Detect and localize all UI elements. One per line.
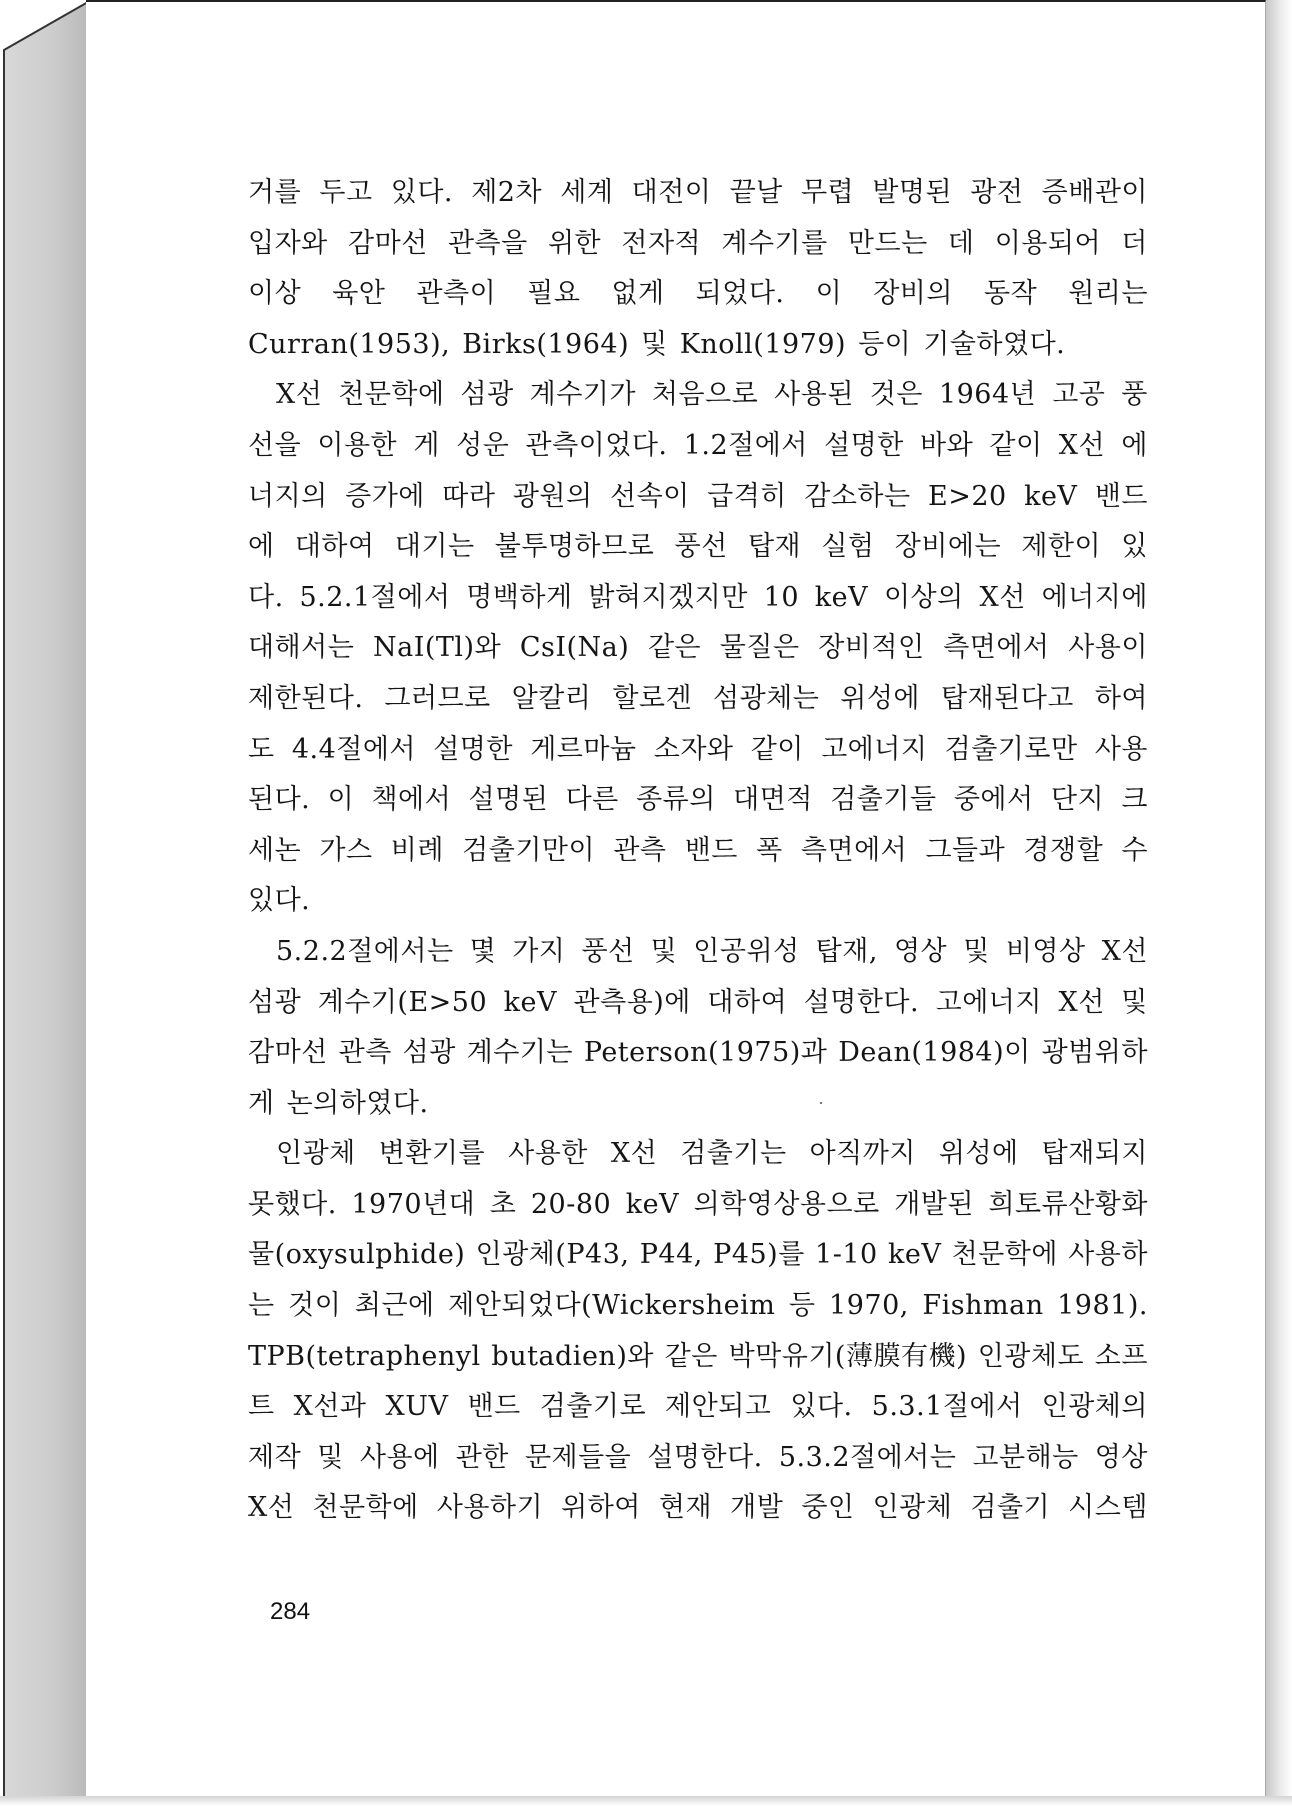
text-word: 검출기는: [680, 1138, 787, 1170]
text-word: 인광체(P43,: [475, 1239, 630, 1271]
text-word: 대하여: [707, 986, 788, 1018]
text-word: 크: [1121, 784, 1148, 816]
text-word: 1-10: [815, 1239, 878, 1271]
text-word: X선: [1101, 935, 1148, 967]
text-line: [248, 927, 1148, 978]
text-word: 풍선: [581, 935, 635, 967]
text-word: 풍선: [674, 531, 728, 563]
text-word: 영상: [1094, 1441, 1148, 1473]
text-word: 문제들을: [524, 1441, 632, 1473]
text-line: [248, 219, 1148, 270]
text-word: 따라: [442, 480, 496, 512]
text-word: 같이: [989, 429, 1043, 461]
text-word: 선을: [248, 429, 302, 461]
text-word: 불투명하므로: [494, 531, 655, 563]
text-word: 등이: [858, 328, 912, 360]
text-word: 1981).: [1057, 1290, 1148, 1322]
text-word: 제2차: [471, 177, 543, 208]
text-word: 탑재된다고: [940, 682, 1074, 714]
text-word: 설명한: [824, 429, 904, 461]
text-word: 입자와: [248, 227, 328, 259]
text-word: 제작: [248, 1441, 302, 1473]
text-word: X선: [1058, 986, 1105, 1018]
text-word: 밝혀지겠지만: [588, 581, 748, 613]
text-word: 인광체: [872, 1492, 953, 1524]
text-line: [248, 573, 1148, 624]
text-word: 그러므로: [384, 682, 491, 714]
text-word: 인공위성: [693, 935, 800, 967]
text-word: 최근에: [354, 1290, 435, 1322]
text-word: 관측이: [416, 278, 497, 310]
text-word: Curran(1953),: [248, 328, 451, 360]
text-word: butadien)와: [491, 1340, 654, 1372]
text-line: [248, 826, 1148, 877]
text-word: 관측이었다.: [525, 429, 668, 461]
text-word: 있: [1121, 531, 1148, 563]
text-word: 1964년: [938, 379, 1037, 411]
text-word: 증가에: [345, 480, 425, 512]
text-word: 감마선: [248, 1037, 328, 1069]
text-word: X선: [1058, 429, 1106, 461]
text-word: X선: [248, 1492, 295, 1524]
text-word: 관측: [613, 834, 667, 866]
text-word: 만드는: [847, 227, 928, 259]
text-word: 관측을: [447, 227, 528, 259]
text-word: 두고: [319, 177, 373, 208]
text-word: 발명된: [872, 177, 953, 208]
text-word: 있다.: [790, 1391, 853, 1423]
text-line: [248, 1483, 1148, 1534]
text-word: 무렵: [800, 177, 855, 208]
text-word: 대기는: [394, 531, 475, 563]
text-word: 도: [248, 733, 275, 765]
text-word: 더: [1121, 227, 1148, 259]
text-word: X선: [610, 1138, 658, 1170]
text-word: 5.2.1절에서: [299, 581, 451, 613]
text-word: 는: [248, 1290, 275, 1322]
text-word: Birks(1964): [462, 328, 630, 360]
text-word: 세계: [560, 177, 614, 208]
text-word: 탑재,: [815, 935, 878, 967]
text-word: 이용되어: [994, 227, 1102, 259]
text-line: [248, 1230, 1148, 1281]
text-word: 희토류산황화: [988, 1188, 1148, 1220]
text-word: 계수기는: [466, 1037, 573, 1069]
text-line: [248, 1382, 1148, 1433]
text-word: 개발: [730, 1492, 784, 1524]
text-word: 에너지에: [1041, 581, 1148, 613]
text-word: Dean(1984)이: [838, 1037, 1031, 1069]
text-word: 검출기들: [830, 784, 937, 816]
text-word: 위성에: [840, 682, 921, 714]
text-word: 명백하게: [466, 581, 573, 613]
text-word: 10: [763, 581, 799, 613]
text-word: 고분해능: [972, 1441, 1079, 1473]
text-word: 다.: [248, 581, 284, 613]
page-bottom-shadow: [0, 1796, 1292, 1806]
text-word: 계수기가: [529, 379, 636, 411]
text-word: 사용하: [1068, 1239, 1148, 1271]
text-word: 끝날: [729, 177, 783, 208]
text-word: 이: [815, 278, 843, 310]
text-word: 데: [947, 227, 975, 259]
text-word: 사용에: [359, 1441, 440, 1473]
text-word: 사용: [1094, 733, 1148, 765]
text-line: [248, 1281, 1148, 1332]
text-line: [248, 168, 1148, 219]
text-word: 거를: [248, 177, 302, 208]
text-word: 에: [248, 531, 275, 563]
text-word: 감마선: [347, 227, 428, 259]
text-word: 게: [248, 1087, 275, 1119]
text-word: keV: [625, 1188, 680, 1220]
text-word: 영상: [893, 935, 948, 967]
text-word: 전자적: [621, 227, 702, 259]
text-line: [248, 320, 1148, 371]
text-word: 제한이: [1021, 531, 1102, 563]
text-line: [248, 725, 1148, 776]
text-word: 천문학에: [338, 379, 445, 411]
text-word: 인광체도: [977, 1340, 1085, 1372]
text-word: 설명한다.: [647, 1441, 763, 1473]
text-word: 대전이: [631, 177, 712, 208]
text-line: [248, 1433, 1148, 1484]
text-line: [248, 421, 1148, 472]
text-word: P44,: [639, 1239, 703, 1271]
text-word: 소프: [1094, 1340, 1148, 1372]
text-word: 관한: [455, 1441, 509, 1473]
text-word: 현재: [658, 1492, 713, 1524]
text-word: 같이: [750, 733, 804, 765]
scan-speck: [820, 1102, 822, 1104]
text-word: 초: [489, 1188, 517, 1220]
text-word: 아직까지: [809, 1138, 916, 1170]
text-word: 너지의: [248, 480, 328, 512]
text-word: 광전: [970, 177, 1024, 208]
text-word: Knoll(1979): [679, 328, 847, 360]
text-word: 이상: [248, 278, 302, 310]
text-line: [248, 1129, 1148, 1180]
text-word: 그들과: [925, 834, 1006, 866]
text-word: 실험: [821, 531, 875, 563]
text-word: 제안되었다(Wickersheim: [448, 1290, 776, 1322]
text-word: 풍: [1121, 379, 1148, 411]
text-word: 없게: [611, 278, 665, 310]
text-line: [248, 623, 1148, 674]
text-word: Fishman: [922, 1290, 1044, 1322]
text-word: 인광체: [276, 1138, 356, 1170]
text-word: 위하여: [561, 1492, 641, 1524]
text-word: 박막유기(薄膜有機): [728, 1340, 967, 1372]
text-word: 변환기를: [378, 1138, 486, 1170]
text-word: 시스템: [1068, 1492, 1148, 1524]
text-word: 이: [327, 784, 355, 816]
text-word: keV: [1024, 480, 1078, 512]
text-word: keV: [503, 986, 558, 1018]
text-word: 설명한: [433, 733, 513, 765]
text-line: [248, 472, 1148, 523]
text-word: 단지: [1050, 784, 1105, 816]
text-word: 같은: [664, 1340, 718, 1372]
text-word: 게르마늄: [530, 733, 637, 765]
text-word: 바와: [920, 429, 974, 461]
text-word: 인광체의: [1041, 1391, 1148, 1423]
text-word: 하여: [1094, 682, 1148, 714]
text-word: 계수기를: [721, 227, 828, 259]
text-word: 관측용)에: [573, 986, 691, 1018]
text-line: [248, 775, 1148, 826]
text-line: [248, 370, 1148, 421]
text-word: 급격히: [707, 480, 787, 512]
text-word: 세논: [248, 834, 302, 866]
text-word: 섬광: [402, 1037, 456, 1069]
text-word: 이상의: [883, 581, 964, 613]
text-word: 제안되고: [665, 1391, 772, 1423]
text-word: 1.2절에서: [683, 429, 808, 461]
text-word: 5.3.1절에서: [871, 1391, 1023, 1423]
text-word: 및: [641, 328, 668, 360]
text-word: 밴드: [1094, 480, 1148, 512]
text-word: 검출기로만: [944, 733, 1078, 765]
text-word: X선과: [293, 1391, 367, 1423]
text-word: 섬광: [460, 379, 514, 411]
text-line: [248, 1079, 1148, 1130]
text-word: XUV: [385, 1391, 449, 1423]
text-line: [248, 978, 1148, 1029]
text-word: 측면에서: [800, 834, 908, 866]
text-word: 제한된다.: [248, 682, 364, 714]
text-word: 및: [317, 1441, 344, 1473]
text-word: 다른: [565, 784, 619, 816]
text-word: 가스: [319, 834, 373, 866]
text-word: 있다.: [248, 885, 311, 917]
text-word: 기술하였다.: [923, 328, 1066, 360]
text-word: 몇: [469, 935, 497, 967]
text-line: [248, 876, 1148, 927]
text-word: 폭: [756, 834, 783, 866]
text-word: 검출기: [970, 1492, 1051, 1524]
text-word: TPB(tetraphenyl: [248, 1340, 481, 1372]
text-word: X선: [276, 379, 323, 411]
text-line: [248, 269, 1148, 320]
text-word: 육안: [332, 278, 386, 310]
text-word: 고공: [1052, 379, 1106, 411]
body-text: [248, 168, 1148, 1534]
text-word: 등: [788, 1290, 816, 1322]
text-line: [248, 522, 1148, 573]
text-word: 선속이: [609, 480, 690, 512]
text-word: 책에서: [371, 784, 452, 816]
text-word: 밴드: [467, 1391, 521, 1423]
text-word: 위성에: [938, 1138, 1019, 1170]
text-word: 수: [1121, 834, 1148, 866]
text-word: 탑재: [747, 531, 802, 563]
text-word: 고에너지: [935, 986, 1042, 1018]
text-word: 천문학에: [312, 1492, 419, 1524]
text-word: 5.3.2절에서는: [778, 1441, 957, 1473]
text-word: 중인: [801, 1492, 855, 1524]
text-word: 20-80: [530, 1188, 612, 1220]
text-word: 중에서: [953, 784, 1034, 816]
text-word: Peterson(1975)과: [583, 1037, 828, 1069]
text-word: 장비적인: [818, 632, 925, 664]
text-word: 1970년대: [351, 1188, 476, 1220]
text-word: 성운: [456, 429, 510, 461]
text-word: 이용한: [317, 429, 398, 461]
text-word: P45)를: [713, 1239, 805, 1271]
text-word: 및: [1121, 986, 1148, 1018]
text-word: 장비의: [873, 278, 953, 310]
text-word: 비례: [390, 834, 444, 866]
text-word: 알칼리: [511, 682, 592, 714]
text-word: 된다.: [248, 784, 311, 816]
text-word: 가지: [512, 935, 566, 967]
text-word: 못했다.: [248, 1188, 337, 1220]
text-word: 의학영상용으로: [693, 1188, 880, 1220]
text-word: 종류의: [636, 784, 716, 816]
page-right-shadow: [1266, 0, 1292, 1806]
text-word: 개발된: [894, 1188, 974, 1220]
text-word: 증배관이: [1041, 177, 1148, 208]
text-word: 광범위하: [1041, 1037, 1148, 1069]
text-word: 있다.: [390, 177, 453, 208]
text-word: 검출기만이: [462, 834, 596, 866]
text-word: 계수기(E>50: [317, 986, 488, 1018]
text-word: 트: [248, 1391, 275, 1423]
text-word: E>20: [927, 480, 1007, 512]
text-word: 에: [1121, 429, 1148, 461]
text-word: 사용된: [774, 379, 854, 411]
text-word: 5.2.2절에서는: [276, 935, 454, 967]
text-word: 설명된: [468, 784, 549, 816]
text-word: 검출기로: [539, 1391, 647, 1423]
text-word: 고에너지: [821, 733, 928, 765]
text-word: 되었다.: [695, 278, 785, 310]
page-number: 284: [270, 1598, 311, 1625]
text-word: 소자와: [653, 733, 734, 765]
text-word: CsI(Na): [519, 632, 630, 664]
text-word: 원리는: [1068, 278, 1148, 310]
text-word: 및: [963, 935, 990, 967]
text-word: 게: [413, 429, 440, 461]
text-word: keV: [887, 1239, 942, 1271]
text-word: X선: [979, 581, 1026, 613]
text-word: 대하여: [294, 531, 375, 563]
text-word: 사용한: [508, 1138, 588, 1170]
text-line: [248, 1332, 1148, 1383]
text-word: 광원의: [512, 480, 593, 512]
text-word: 할로겐: [612, 682, 693, 714]
text-word: 논의하였다.: [286, 1087, 429, 1119]
text-word: 대해서는: [248, 632, 355, 664]
text-word: 것이: [288, 1290, 342, 1322]
text-word: 섬광체는: [713, 682, 820, 714]
text-word: 필요: [527, 278, 581, 310]
text-word: 장비에는: [894, 531, 1002, 563]
text-word: 관측: [338, 1037, 392, 1069]
text-word: 1970,: [829, 1290, 909, 1322]
text-word: keV: [814, 581, 869, 613]
text-word: 비영상: [1005, 935, 1086, 967]
text-word: NaI(Tl)와: [372, 632, 502, 664]
text-word: 천문학에: [951, 1239, 1058, 1271]
text-line: [248, 1180, 1148, 1231]
text-word: 4.4절에서: [291, 733, 416, 765]
text-word: 감소하는: [804, 480, 911, 512]
text-word: 위한: [547, 227, 602, 259]
text-word: 처음으로: [651, 379, 759, 411]
text-word: 사용이: [1068, 632, 1148, 664]
text-word: 것은: [869, 379, 924, 411]
text-word: 경쟁할: [1023, 834, 1104, 866]
text-word: 및: [650, 935, 678, 967]
text-word: 탑재되지: [1041, 1138, 1148, 1170]
text-word: 동작: [984, 278, 1038, 310]
text-word: 물질은: [719, 632, 800, 664]
text-word: 물(oxysulphide): [248, 1239, 466, 1271]
text-line: [248, 674, 1148, 725]
text-word: 같은: [647, 632, 702, 664]
text-word: 측면에서: [943, 632, 1050, 664]
text-word: 섬광: [248, 986, 302, 1018]
text-word: 밴드: [684, 834, 738, 866]
text-line: [248, 1028, 1148, 1079]
text-word: 사용하기: [436, 1492, 544, 1524]
text-word: 설명한다.: [803, 986, 920, 1018]
text-word: 대면적: [733, 784, 813, 816]
